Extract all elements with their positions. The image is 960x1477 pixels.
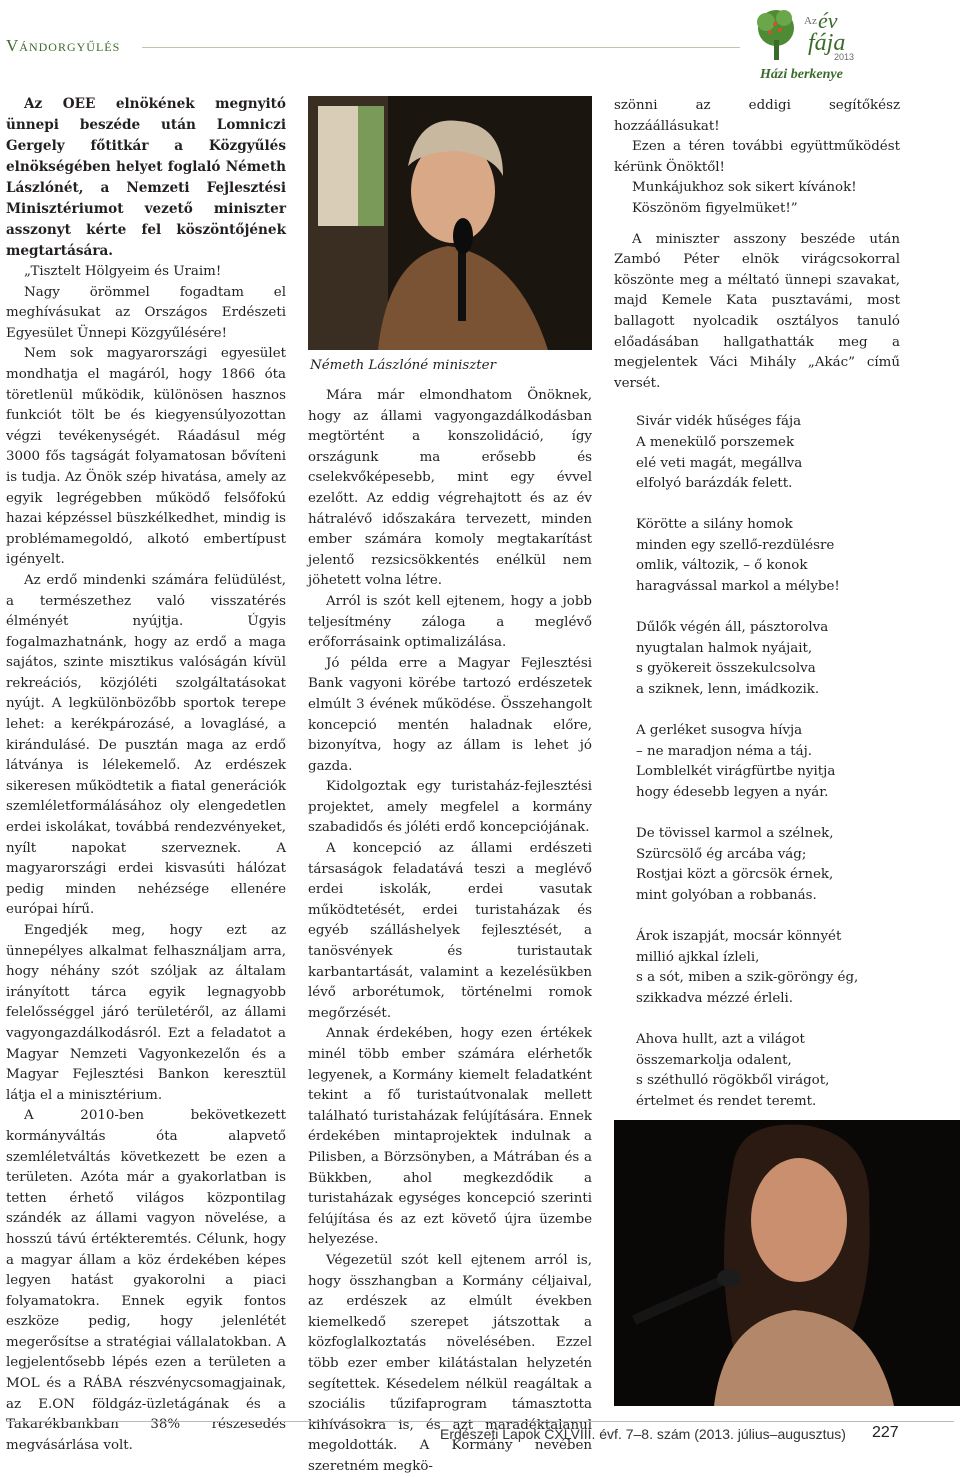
poem-line: Szürcsölő ég arcába vág; xyxy=(636,846,807,862)
body-paragraph: Az erdő mindenki számára felüdülést, a természethez való visszatérés élményét nyújtja. Úgyis fogalmazhatnánk, hogy az erdő a maga sajátos, szinte misztikus valóságán kívül rekreációs, közjóléti szolgáltatásokat nyújt. A legkülönbözőbb sportok terepe lehet: a kerékpározásé, a lovaglásé, a kirándulásé. De pusztán maga az erdő látványa is lélekemelő. Az erdészek sikeresen működtetik a fiatal generációk szemléletformálásához oly elengedetlen erdei iskolákat, továbbá rendezvényeket, nyílt napokat szerveznek. A magyarországi erdei kisvasúti hálózat pedig minden nehézsége ellenére európai hírű. xyxy=(6,572,286,918)
poem-line: elfolyó barázdák felett. xyxy=(636,476,793,492)
poem-stanza xyxy=(636,824,900,906)
poem-line: s a sót, miben a szik-göröngy ég, xyxy=(636,970,859,986)
body-paragraph: A miniszter asszony beszéde után Zambó Péter elnök virágcsokorral köszönte meg a méltató ünnepi szavakat, majd Kemele Kata pusztavámi, most ballagott nyolcadik osztályos tanuló előadásában hallgathatták meg a megjelentek Váci Mihály „Akác” című versét. xyxy=(614,231,900,391)
body-paragraph: Munkájukhoz sok sikert kívánok! xyxy=(632,180,857,196)
logo-az: Az xyxy=(804,15,817,27)
body-paragraph: Annak érdekében, hogy ezen értékek minél több ember számára elérhetők legyenek, a Kormány kiemelt feladatként tekint a fő turistaútvonalak mellett található turistaházak felújítására. Ennek érdekében mintaprojektek indulnak a Pilisben, a Börzsönyben, a Mátrában és a Bükkben, ahol megkezdődik a turistaházak egységes koncepció szerinti felújítása és az ezt követő újra üzembe helyezése. xyxy=(308,1026,592,1248)
poem-line: nyugtalan halmok nyájait, xyxy=(636,640,813,656)
body-paragraph: Nagy örömmel fogadtam el meghívásukat az Országos Erdészeti Egyesület Ünnepi Közgyűlésére! xyxy=(6,284,286,341)
poem-stanza xyxy=(636,412,900,494)
poem-line: mint golyóban a robbanás. xyxy=(636,887,817,903)
body-paragraph: Köszönöm figyelmüket!” xyxy=(632,200,798,216)
poem-stanza xyxy=(636,927,900,1009)
poem-line: minden egy szellő-rezdülésre xyxy=(636,537,835,553)
student-photo xyxy=(614,1120,960,1406)
tree-icon xyxy=(757,10,794,60)
poem-line: Ahova hullt, azt a világot xyxy=(636,1032,805,1048)
poem-line: hogy édesebb legyen a nyár. xyxy=(636,785,829,800)
poem-line: A gerléket susogva hívja xyxy=(636,723,803,739)
poem-line: s széthulló rögökből virágot, xyxy=(636,1073,830,1089)
poem-line: omlik, változik, – ő konok xyxy=(636,558,808,574)
poem-line: értelmet és rendet teremt. xyxy=(636,1093,817,1109)
poem-stanza xyxy=(636,721,900,803)
poem-line: Árok iszapját, mocsár könnyét xyxy=(636,929,842,945)
poem-line: – ne maradjon néma a táj. xyxy=(636,743,812,759)
poem-line: a sziknek, lenn, imádkozik. xyxy=(636,682,820,698)
lead-paragraph: Az OEE elnökének megnyitó ünnepi beszéde után Lomniczi Gergely főtitkár a Közgyűlés elnökségében helyet foglaló Németh Lászlónét, a Nemzeti Fejlesztési Minisztériumot vezető miniszter asszonyt kérte fel köszöntőjének megtartására. xyxy=(6,96,286,259)
page-number: 227 xyxy=(872,1424,899,1441)
poem-line: összemarkolja odalent, xyxy=(636,1052,792,1068)
header-divider xyxy=(142,47,740,48)
logo-faja: fája xyxy=(808,30,846,56)
body-paragraph: Engedjék meg, hogy ezt az ünnepélyes alkalmat felhasználjam arra, hogy néhány szót szóljak az általam irányított tárca egyik legnagyobb felelősséggel járó területéről, az állami vagyongazdálkodásról. Ezt a feladatot a Magyar Nemzeti Vagyonkezelőn és a Magyar Fejlesztési Bankon keresztül látja el a minisztérium. xyxy=(6,923,286,1103)
body-paragraph: Arról is szót kell ejtenem, hogy a jobb teljesítmény záloga a meglévő erőforrásaink optimalizálása. xyxy=(308,593,592,651)
column-3 xyxy=(614,96,900,1133)
poem-line: haragvással markol a mélybe! xyxy=(636,579,840,595)
poem-line: millió ajkkal ízleli, xyxy=(636,949,760,965)
poem-line: szikkadva mézzé érleli. xyxy=(636,990,794,1006)
poem-stanza xyxy=(636,515,900,597)
body-paragraph: „Tisztelt Hölgyeim és Uraim! xyxy=(24,264,222,279)
body-paragraph: Mára már elmondhatom Önöknek, hogy az állami vagyongazdálkodásban megtörtént a konszolidáció, így országunk ma erősebb és cselekvőképesebb, mint egy évvel ezelőtt. Az eddig végrehajtott és az év hátralévő időszakára tervezett, minden ember számára komoly megtakarítást jelentő rezsicsökkentés enélkül nem jöhetett volna létre. xyxy=(308,388,592,589)
body-paragraph: A koncepció az állami erdészeti társaságok feladatává teszi a meglévő erdei iskolák, erdei vasutak működtetését, erdei turistaházak és egyéb szálláshelyek fejlesztését, a tanösvények és turistautak karbantartását, valamint a kezelésükben lévő arborétumok, történelmi romok megőrzését. xyxy=(308,841,592,1021)
speaker-photo xyxy=(308,96,592,350)
poem-line: Körötte a silány homok xyxy=(636,517,793,533)
photo-caption: Németh Lászlóné miniszter xyxy=(310,358,496,373)
poem xyxy=(636,412,900,1112)
poem-line: s gyökereit összekulcsolva xyxy=(636,661,816,677)
poem-line: Sivár vidék hűséges fája xyxy=(636,414,802,430)
poem-stanza xyxy=(636,1030,900,1112)
body-paragraph: szönni az eddigi segítőkész hozzáállásukat! xyxy=(614,98,900,134)
poem-line: Lomblelkét virágfürtbe nyitja xyxy=(636,764,836,780)
poem-line: Rostjai közt a görcsök érnek, xyxy=(636,867,834,883)
body-paragraph: Nem sok magyarországi egyesület mondhatja el magáról, hogy 1866 óta töretlenül működik, különösen hasznos funkciót tölt be és kiegyensúlyozottan végzi tevékenységét. Ráadásul még 3000 fős tagságát folyamatosan bővíteni is tudja. Az Önök szép hivatása, amely az egyik legrégebben működő felsőfokú hazai képzéssel büszkélkedhet, mindig is problémamegoldó, alkotó embertípust igényelt. xyxy=(6,346,286,568)
poem-stanza xyxy=(636,618,900,700)
section-title: Vándorgyűlés xyxy=(6,36,121,55)
poem-line: De tövissel karmol a szélnek, xyxy=(636,826,834,842)
column-1 xyxy=(6,94,286,1456)
logo-ev: év xyxy=(818,8,838,33)
logo-year: 2013 xyxy=(834,52,855,62)
poem-line: A menekülő porszemek xyxy=(636,434,795,450)
footer-divider xyxy=(6,1421,954,1422)
body-paragraph: Végezetül szót kell ejtenem arról is, hogy összhangban a Kormány céljaival, az erdészek az elmúlt években kiemelkedő szerepet játszottak a közfoglalkoztatás növelésében. Ezzel több ezer ember kilátástalan helyzetén segítettek. Késedelem nélkül reagáltak a szociális tűzifaprogram támasztotta kihívásokra is, és azt maradéktalanul megoldották. A Kormány nevében szeretném megkö- xyxy=(308,1252,592,1474)
body-paragraph: Kidolgoztak egy turistaház-fejlesztési projektet, amely megfelel a kormány szabadidős és jóléti erdő koncepciójának. xyxy=(308,779,592,836)
poem-line: Dűlők végén áll, pásztorolva xyxy=(636,620,829,636)
column-2 xyxy=(308,386,592,1477)
journal-citation: Erdészeti Lapok CXLVIII. évf. 7–8. szám (2013. július–augusztus) xyxy=(440,1426,846,1442)
body-paragraph: A 2010-ben bekövetkezett kormányváltás óta alapvető szemléletváltás következett be ezen a területen. Azóta már a gyakorlatban is tetten érhető világos központilag szándék az állami vagyon növelése, a hosszú távú értékteremtés. Célunk, hogy a magyar állam a köz érdekében képes legyen hatást gyakorolni a piaci folyamatokra. Ennek egyik fontos eszköze pedig, hogy jelenlétét megerősítse a stratégiai vállalatokban. A legjelentősebb lépés ezen a területen a MOL és a RÁBA részvénycsomagjainak, az E.ON földgáz-üzletágának és a Takarékbankban 38% részesedés megvásárlása volt. xyxy=(6,1108,286,1453)
poem-line: elé veti magát, megállva xyxy=(636,455,803,471)
body-paragraph: Jó példa erre a Magyar Fejlesztési Bank vagyoni körébe tartozó erdészetek elmúlt 3 évének működése. Összehangolt koncepció mentén haladnak előre, bizonyítva, hogy az állam is lehet jó gazda. xyxy=(308,655,592,774)
logo-subtitle: Házi berkenye xyxy=(760,67,843,82)
body-paragraph: Ezen a téren további együttműködést kérünk Önöktől! xyxy=(614,139,900,175)
